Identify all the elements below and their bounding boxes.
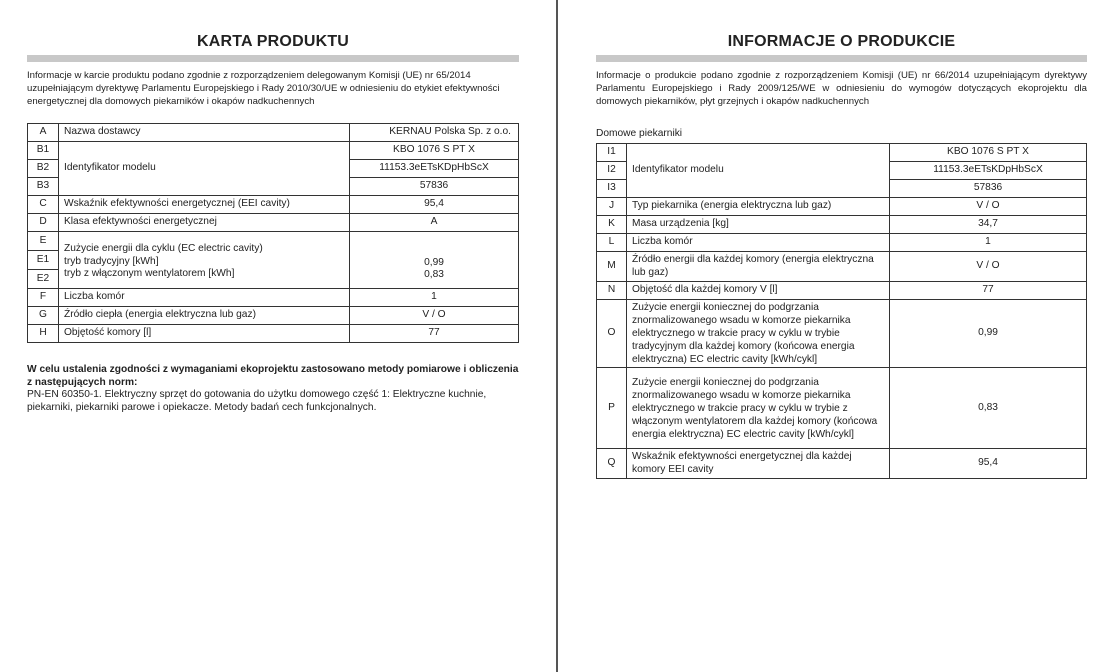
product-info-table [596, 143, 1087, 479]
title-underline-bar [596, 55, 1087, 62]
table-row: B3 57836 [28, 178, 519, 196]
table-row: N Objętość dla każdej komory V [l] 77 [597, 282, 1087, 300]
table-row: K Masa urządzenia [kg] 34,7 [597, 216, 1087, 234]
product-info-intro: Informacje o produkcie podano zgodnie z rozporządzeniem Komisji (UE) nr 66/2014 uzupełniającym dyrektywy Parlamentu Europejskiego i Rady 2009/125/WE w odniesieniu do wymogów dotyczących ekoprojektu dla domowych piekarników, płyt grzejnych i okapów nadkuchennych [596, 70, 1087, 107]
table-row: F Liczba komór 1 [28, 289, 519, 307]
standards-note [27, 364, 519, 414]
title-underline-bar [27, 55, 519, 62]
standards-note-heading: W celu ustalenia zgodności z wymaganiami ekoprojektu zastosowano metody pomiarowe i obliczenia z następujących norm: [27, 364, 519, 388]
table-row: O Zużycie energii koniecznej do podgrzania znormalizowanego wsadu w komorze piekarnika elektrycznego w trakcie pracy w cyklu w trybie tradycyjnym dla każdej komory (końcowa energia elektryczna) EC electric cavity [kWh/cykl] 0,99 [597, 300, 1087, 368]
table-row: P Zużycie energii koniecznej do podgrzania znormalizowanego wsadu w komorze piekarnika elektrycznego w trakcie pracy w cyklu w trybie z włączonym wentylatorem dla każdej komory (końcowa energia elektryczna) EC electric cavity [kWh/cykl] 0,83 [597, 368, 1087, 449]
table-row: I3 57836 [597, 180, 1087, 198]
table-row: B1 Identyfikator modelu KBO 1076 S PT X [28, 142, 519, 160]
table-row: I1 Identyfikator modelu KBO 1076 S PT X [597, 144, 1087, 162]
page-divider [556, 0, 558, 672]
table-row: H Objętość komory [l] 77 [28, 325, 519, 343]
ovens-subheading: Domowe piekarniki [596, 128, 683, 139]
product-card-intro: Informacje w karcie produktu podano zgodnie z rozporządzeniem delegowanym Komisji (UE) nr 65/2014 uzupełniającym dyrektywę Parlamentu Europejskiego i Rady 2010/30/UE w odniesieniu do etykiet efektywności energetycznej dla domowych piekarników i okapów nadkuchennych [27, 70, 500, 107]
table-row: Q Wskaźnik efektywności energetycznej dla każdej komory EEI cavity 95,4 [597, 449, 1087, 479]
product-info-title: INFORMACJE O PRODUKCIE [727, 33, 956, 50]
table-row: I2 11153.3eETsKDpHbScX [597, 162, 1087, 180]
table-row: J Typ piekarnika (energia elektryczna lub gaz) V / O [597, 198, 1087, 216]
product-card-section [27, 0, 519, 414]
product-info-section [596, 0, 1087, 479]
table-row: D Klasa efektywności energetycznej A [28, 214, 519, 232]
table-row: G Źródło ciepła (energia elektryczna lub gaz) V / O [28, 307, 519, 325]
table-row: A Nazwa dostawcy KERNAU Polska Sp. z o.o. [28, 124, 519, 142]
table-row: M Źródło energii dla każdej komory (energia elektryczna lub gaz) V / O [597, 252, 1087, 282]
table-row: E E1 E2 Zużycie energii dla cyklu (EC electric cavity) tryb tradycyjny [kWh] tryb z włączonym wentylatorem [kWh] 0,99 0,83 [28, 232, 519, 289]
standards-note-text: PN-EN 60350-1. Elektryczny sprzęt do gotowania do użytku domowego część 1: Elektryczne kuchnie, piekarniki, piekarniki parowe i opiekacze. Metody badań cech funkcjonalnych. [27, 389, 487, 413]
table-row: C Wskaźnik efektywności energetycznej (EEI cavity) 95,4 [28, 196, 519, 214]
table-row: B2 11153.3eETsKDpHbScX [28, 160, 519, 178]
product-card-title: KARTA PRODUKTU [196, 33, 350, 50]
table-row: L Liczba komór 1 [597, 234, 1087, 252]
product-card-table [27, 123, 519, 343]
